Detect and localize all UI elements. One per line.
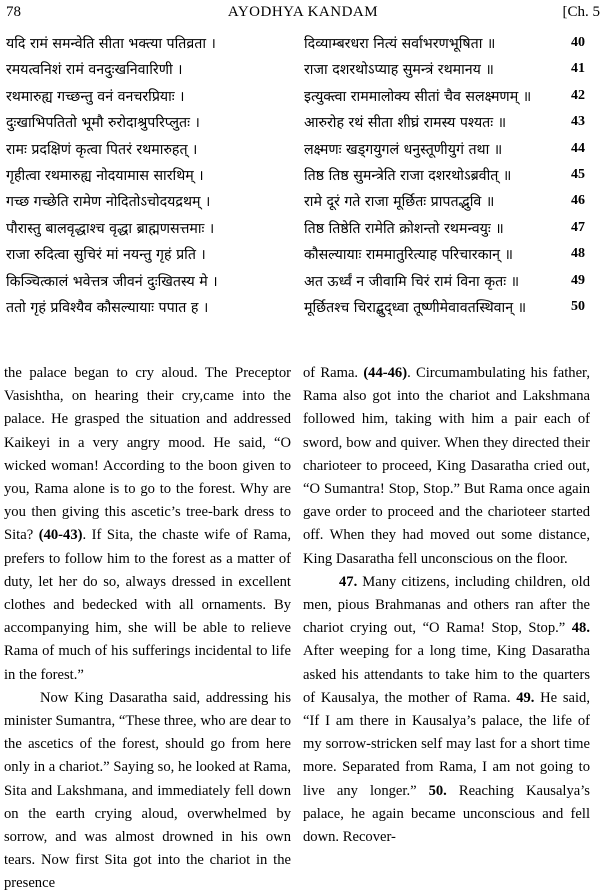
verse-right-half: दिव्याम्बरधरा नित्यं सर्वाभरणभूषिता ॥ <box>304 34 566 53</box>
verse-number: 41 <box>571 61 585 77</box>
translation-paragraph <box>303 362 590 571</box>
verse-line <box>6 34 600 60</box>
running-title: AYODHYA KANDAM <box>6 4 600 21</box>
verse-number: 43 <box>571 114 585 130</box>
verse-left-half: गृहीत्वा रथमारुह्य नोदयामास सारथिम् । <box>6 166 296 185</box>
verse-right-half: आरुरोह रथं सीता शीघ्रं रामस्य पश्यतः ॥ <box>304 113 566 132</box>
paragraph-text: After weeping for a long time, King Dasaratha asked his attendants to take him to the quarters of Kausalya, the mother of Rama. <box>303 643 590 705</box>
verse-line <box>6 192 600 218</box>
verse-line <box>6 140 600 166</box>
paragraph-text: of Rama. <box>303 365 363 381</box>
verse-number: 44 <box>571 141 585 157</box>
page-number: 78 <box>6 4 21 21</box>
verse-right-half: तिष्ठ तिष्ठ सुमन्त्रेति राजा दशरथोऽब्रवीत् ॥ <box>304 166 566 185</box>
paragraph-text: . If Sita, the chaste wife of Rama, prefers to follow him to the forest as a matter of duty, let her do so, always dressed in excellent clothes and bedecked with all ornaments. By accompanying him, she will be able to relieve Rama of much of his sufferings incidental to life in the forest.” <box>4 527 291 682</box>
verse-right-half: कौसल्यायाः राममातुरित्याह परिचारकान् ॥ <box>304 245 566 264</box>
verse-line <box>6 60 600 86</box>
verse-line <box>6 272 600 298</box>
paragraph-text: . Circumambulating his father, Rama also got into the chariot and Lakshmana followed him, taking with him a pair each of sword, bow and quiver. When they directed their charioteer to proceed, King Dasaratha cried out, “O Sumantra! Stop, Stop.” But Rama once again gave order to proceed and the charioteer started off. When they had moved out some distance, King Dasaratha fell unconscious on the floor. <box>303 365 590 567</box>
verse-left-half: राजा रुदित्वा सुचिरं मां नयन्तु गृहं प्रति । <box>6 245 296 264</box>
paragraph-text: the palace began to cry aloud. The Preceptor Vasishtha, on hearing their cry,came into the palace. He grasped the situation and addressed Kaikeyi in a very angry mood. He said, “O wicked woman! According to the boon given to you, Rama alone is to go to the forest. Why are you then giving this ascetic’s tree-bark dress to Sita? <box>4 365 291 543</box>
verse-line <box>6 166 600 192</box>
verse-line <box>6 113 600 139</box>
verse-left-half: किञ्चित्कालं भवेत्तत्र जीवनं दुःखितस्य मे । <box>6 272 296 291</box>
verse-right-half: इत्युक्त्वा राममालोक्य सीतां चैव सलक्ष्मणम् ॥ <box>304 87 566 106</box>
verse-number: 47 <box>571 220 585 236</box>
verse-right-half: लक्ष्मणः खड्गयुगलं धनुस्तूणीयुगं तथा ॥ <box>304 140 566 159</box>
verse-left-half: गच्छ गच्छेति रामेण नोदितोऽचोदयद्रथम् । <box>6 192 296 211</box>
verse-right-half: राजा दशरथोऽप्याह सुमन्त्रं रथमानय ॥ <box>304 60 566 79</box>
verse-right-half: रामे दूरं गते राजा मूर्छितः प्रापतद्भुवि ॥ <box>304 192 566 211</box>
verse-line <box>6 245 600 271</box>
translation-paragraph <box>303 571 590 849</box>
verse-line <box>6 298 600 324</box>
verse-right-half: मूर्छितश्च चिराद्बुद्ध्वा तूष्णीमेवावतस्थिवान् ॥ <box>304 298 566 317</box>
verse-number: 42 <box>571 88 585 104</box>
verse-left-half: पौरास्तु बालवृद्धाश्च वृद्धा ब्राह्मणसत्तमाः । <box>6 219 296 238</box>
page-header <box>6 4 600 24</box>
verse-left-half: दुःखाभिपतितो भूमौ रुरोदाश्रुपरिप्लुतः । <box>6 113 296 132</box>
chapter-label: [Ch. 5 <box>563 4 600 21</box>
verse-left-half: रमयत्वनिशं रामं वनदुःखनिवारिणी । <box>6 60 296 79</box>
verse-left-half: रामः प्रदक्षिणं कृत्वा पितरं रथमारुहत् । <box>6 140 296 159</box>
verse-reference: (40-43) <box>39 527 83 543</box>
verse-reference: 50. <box>429 783 447 799</box>
verse-reference: (44-46) <box>363 365 407 381</box>
paragraph-text: Reaching Kausalya’s palace, he again became unconscious and fell down. Recover- <box>303 783 590 845</box>
paragraph-text: Now King Dasaratha said, addressing his minister Sumantra, “These three, who are dear to the ascetics of the forest, should go from here only in a chariot.” Saying so, he looked at Rama, Sita and Lakshmana, and immediately fell down on the earth crying aloud, overwhelmed by sorrow, and was almost drowned in his own tears. Now first Sita got into the chariot in the presence <box>4 690 291 892</box>
paragraph-text: He said, “If I am there in Kausalya’s palace, the life of my sorrow-stricken self may last for a short time more. Separated from Rama, I am not going to live any longer.” <box>303 690 590 799</box>
paragraph-text: Many citizens, including children, old men, pious Brahmanas and others ran after the chariot crying out, “O Rama! Stop, Stop.” <box>303 574 590 636</box>
verse-left-half: ततो गृहं प्रविश्यैव कौसल्यायाः पपात ह । <box>6 298 296 317</box>
translation-right-column <box>303 362 590 849</box>
verse-left-half: यदि रामं समन्वेति सीता भक्त्या पतिव्रता । <box>6 34 296 53</box>
verse-reference: 49. <box>516 690 534 706</box>
verse-number: 48 <box>571 246 585 262</box>
verse-number: 45 <box>571 167 585 183</box>
translation-paragraph <box>4 362 291 687</box>
translation-left-column <box>4 362 291 896</box>
verse-right-half: अत ऊर्ध्वं न जीवामि चिरं रामं विना कृतः ॥ <box>304 272 566 291</box>
verse-right-half: तिष्ठ तिष्ठेति रामेति क्रोशन्तो रथमन्वयुः ॥ <box>304 219 566 238</box>
verse-number: 40 <box>571 35 585 51</box>
verse-reference: 47. <box>339 574 357 590</box>
verse-line <box>6 219 600 245</box>
verse-number: 50 <box>571 299 585 315</box>
verse-number: 49 <box>571 273 585 289</box>
verse-line <box>6 87 600 113</box>
translation-paragraph <box>4 687 291 896</box>
verse-reference: 48. <box>572 620 590 636</box>
verse-number: 46 <box>571 193 585 209</box>
verse-left-half: रथमारुह्य गच्छन्तु वनं वनचरप्रियाः । <box>6 87 296 106</box>
